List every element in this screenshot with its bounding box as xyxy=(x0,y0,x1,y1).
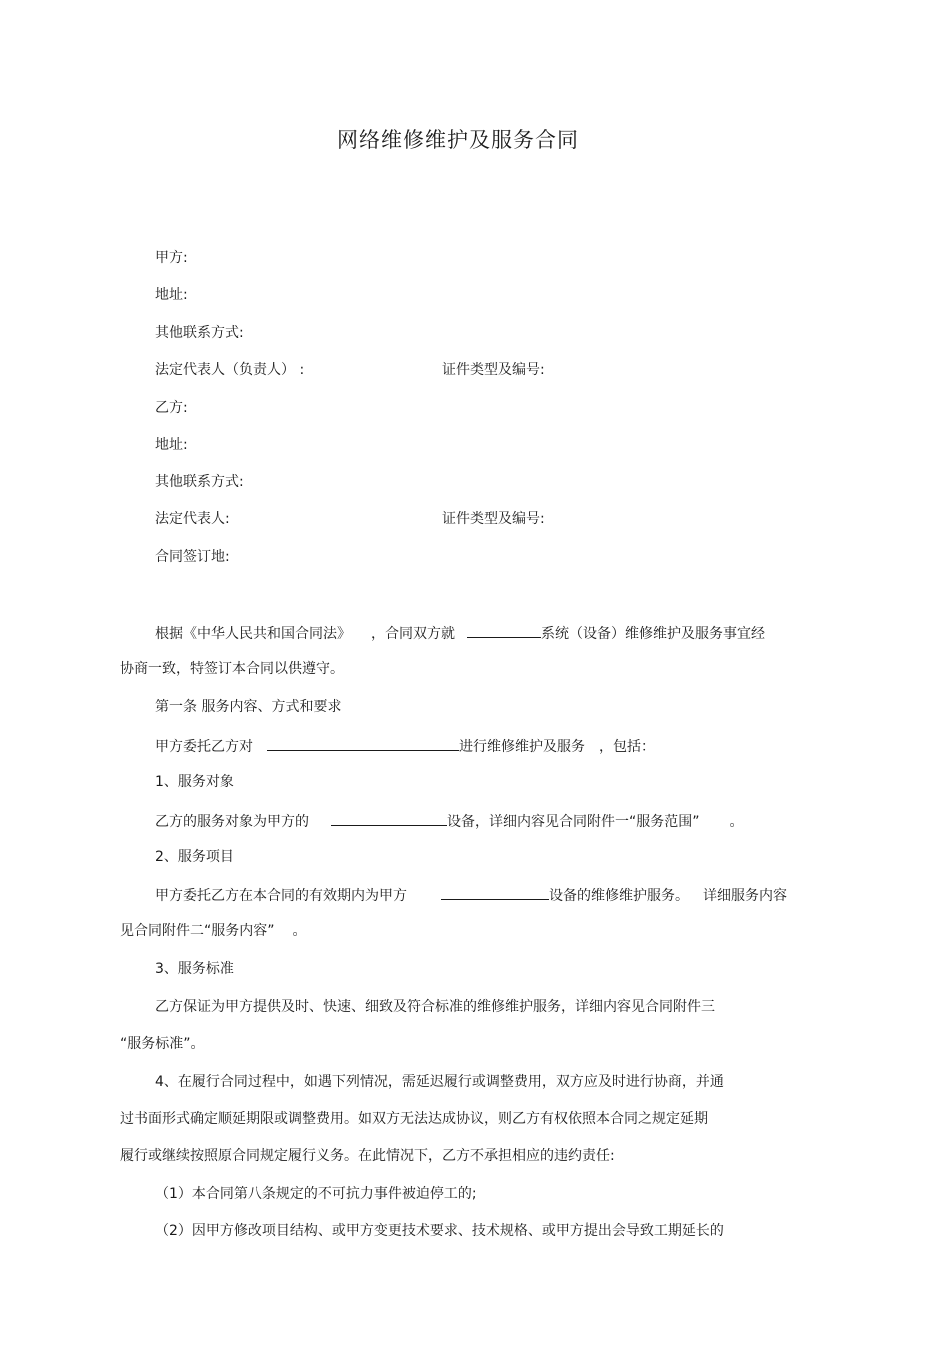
party-a-contact-label: 其他联系方式: xyxy=(155,325,244,341)
document-title: 网络维修维护及服务合同 xyxy=(337,128,579,152)
device-blank-2[interactable] xyxy=(441,885,549,900)
section-3-line-2: “服务标准”。 xyxy=(120,1036,205,1052)
preamble-parties: ，合同双方就 xyxy=(371,626,455,642)
article-1-intro xyxy=(155,736,655,756)
s1-text-a: 乙方的服务对象为甲方的 xyxy=(155,814,309,830)
s2-line2-text-b: 。 xyxy=(292,923,307,939)
preamble-line-2: 协商一致，特签订本合同以供遵守。 xyxy=(120,661,344,677)
party-b-address-label: 地址: xyxy=(155,437,188,453)
s2-text-b: 设备的维修维护服务。 xyxy=(549,888,689,904)
section-2-body xyxy=(155,885,787,905)
preamble-line-1 xyxy=(155,623,765,643)
s2-text-c: 详细服务内容 xyxy=(703,888,787,904)
party-a-id-label: 证件类型及编号: xyxy=(442,362,545,378)
article-1-heading: 第一条 服务内容、方式和要求 xyxy=(155,699,342,715)
party-b-representative-label: 法定代表人: xyxy=(155,511,230,527)
service-object-blank[interactable] xyxy=(267,736,459,751)
intro-text-c: ，包括： xyxy=(599,739,655,755)
sign-place-label: 合同签订地: xyxy=(155,549,230,565)
party-a-label: 甲方: xyxy=(155,250,188,266)
section-1-body xyxy=(155,811,744,831)
preamble-system: 系统（设备）维修维护及服务事宜经 xyxy=(541,626,765,642)
s2-line2-text-a: 见合同附件二“服务内容” xyxy=(120,923,275,939)
party-a-representative-label: 法定代表人（负责人） : xyxy=(155,362,305,378)
s1-text-c: 。 xyxy=(729,814,744,830)
list-item-1: （1）本合同第八条规定的不可抗力事件被迫停工的; xyxy=(155,1186,477,1202)
list-item-2: （2）因甲方修改项目结构、或甲方变更技术要求、技术规格、或甲方提出会导致工期延长的 xyxy=(155,1223,724,1239)
section-3-title: 3、服务标准 xyxy=(155,961,234,977)
party-a-address-label: 地址: xyxy=(155,287,188,303)
section-1-title: 1、服务对象 xyxy=(155,774,234,790)
s1-text-b: 设备，详细内容见合同附件一“服务范围” xyxy=(447,814,700,830)
party-b-label: 乙方: xyxy=(155,400,188,416)
preamble-law: 根据《中华人民共和国合同法》 xyxy=(155,626,351,642)
system-name-blank[interactable] xyxy=(467,623,541,638)
section-4-line-1: 4、在履行合同过程中，如遇下列情况，需延迟履行或调整费用，双方应及时进行协商，并通 xyxy=(155,1074,724,1090)
intro-text-b: 进行维修维护及服务 xyxy=(459,739,585,755)
section-2-body-line-2 xyxy=(120,922,307,940)
section-4-line-2: 过书面形式确定顺延期限或调整费用。如双方无法达成协议，则乙方有权依照本合同之规定延期 xyxy=(120,1111,708,1127)
s2-text-a: 甲方委托乙方在本合同的有效期内为甲方 xyxy=(155,888,407,904)
section-2-title: 2、服务项目 xyxy=(155,849,234,865)
device-blank-1[interactable] xyxy=(331,811,447,826)
party-b-id-label: 证件类型及编号: xyxy=(442,511,545,527)
section-4-line-3: 履行或继续按照原合同规定履行义务。在此情况下，乙方不承担相应的违约责任: xyxy=(120,1148,615,1164)
section-3-line-1: 乙方保证为甲方提供及时、快速、细致及符合标准的维修维护服务，详细内容见合同附件三 xyxy=(155,999,715,1015)
intro-text-a: 甲方委托乙方对 xyxy=(155,739,253,755)
party-b-contact-label: 其他联系方式: xyxy=(155,474,244,490)
